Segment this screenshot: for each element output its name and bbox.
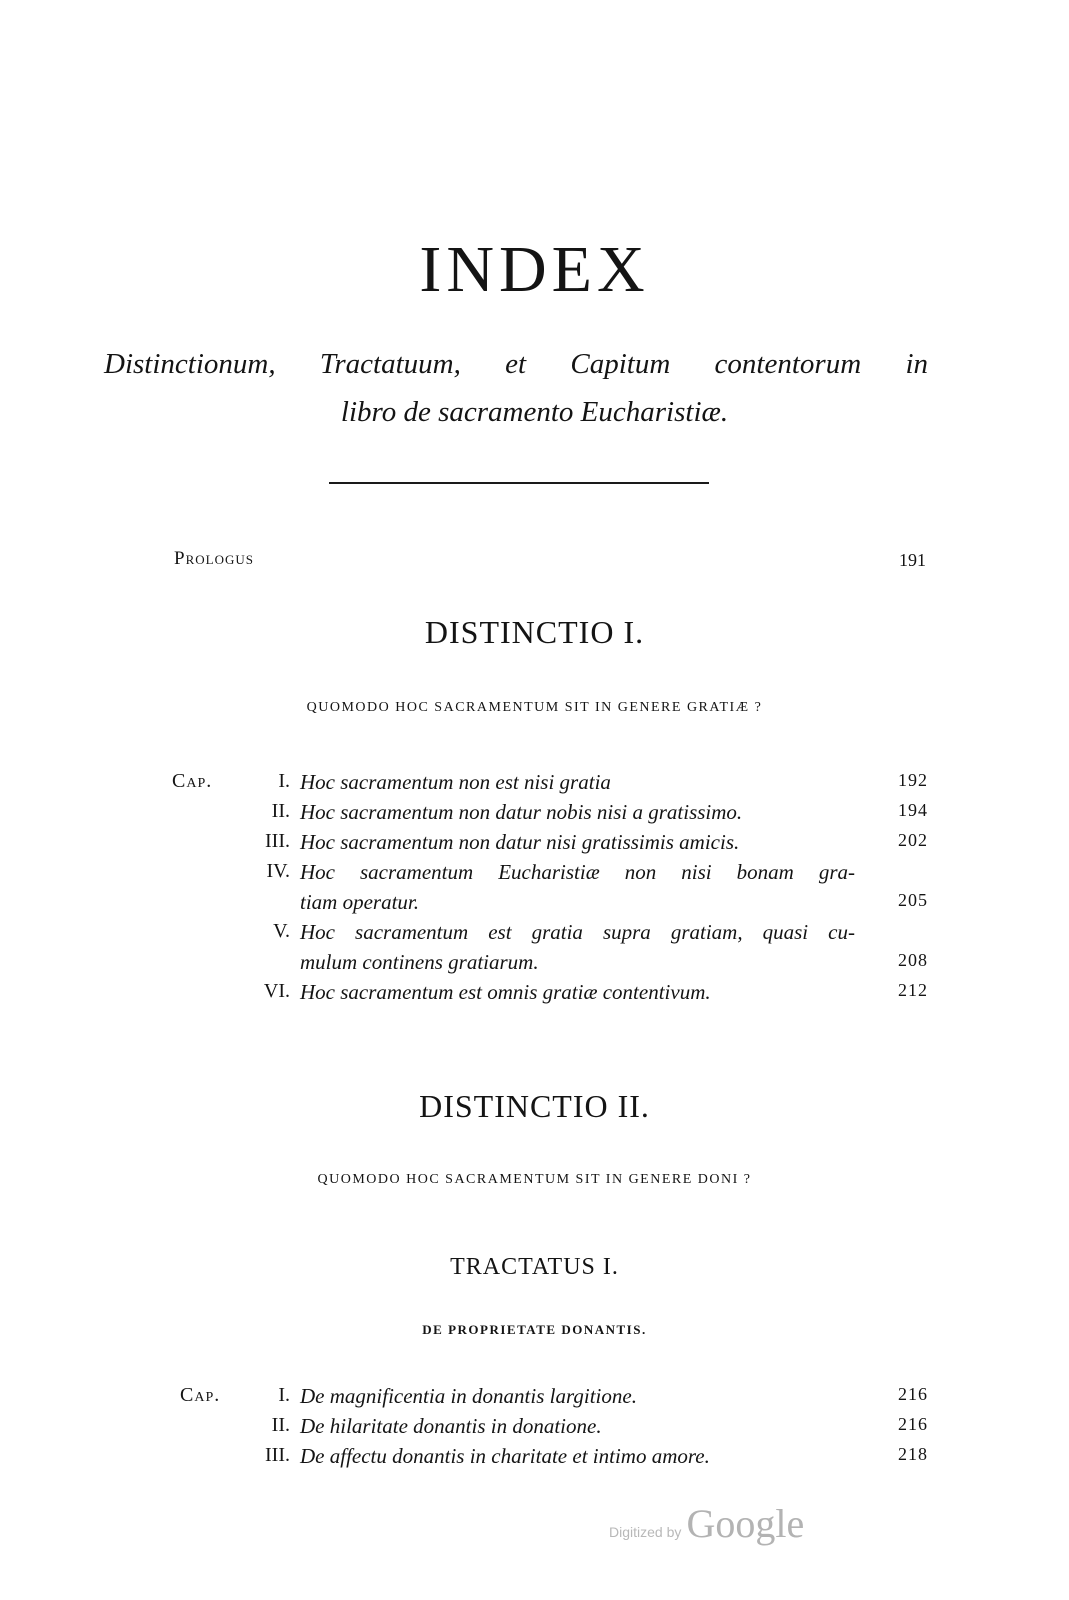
prologue-page-number: 191 xyxy=(899,550,926,570)
chapter-number: IV. xyxy=(266,860,290,882)
list-item xyxy=(240,860,928,890)
list-item-continuation xyxy=(240,890,928,920)
page-title: INDEX xyxy=(419,233,650,306)
chapter-title: Hoc sacramentum est gratia supra gratiam, quasi cu- xyxy=(300,920,855,944)
chapter-page-number: 216 xyxy=(898,1384,928,1404)
chapter-number: II. xyxy=(271,1414,290,1436)
chapter-number: I. xyxy=(278,770,290,792)
chapter-page-number: 205 xyxy=(898,890,928,910)
list-item xyxy=(240,1414,928,1444)
list-item xyxy=(240,830,928,860)
chapter-number: II. xyxy=(271,800,290,822)
chapter-number: V. xyxy=(273,920,290,942)
chapter-title: Hoc sacramentum non datur nisi gratissimis amicis. xyxy=(300,830,740,854)
chapter-title: De hilaritate donantis in donatione. xyxy=(300,1414,602,1438)
digitized-watermark xyxy=(609,1500,804,1550)
distinctio-1-heading: DISTINCTIO I. xyxy=(424,614,645,650)
list-item xyxy=(240,920,928,950)
list-item xyxy=(240,800,928,830)
chapter-page-number: 194 xyxy=(898,800,928,820)
chapter-title-continuation: tiam operatur. xyxy=(300,890,420,914)
subtitle-line-1: Distinctionum, Tractatuum, et Capitum contentorum in xyxy=(104,348,928,380)
distinctio-2-question: QUOMODO HOC SACRAMENTUM SIT IN GENERE DONI ? xyxy=(317,1172,752,1187)
title-divider-rule xyxy=(329,482,709,484)
chapter-number: III. xyxy=(265,1444,290,1466)
subtitle-line-2: libro de sacramento Eucharistiæ. xyxy=(340,396,729,428)
prologue-label: Prologus xyxy=(174,548,254,569)
chapter-title: De affectu donantis in charitate et intimo amore. xyxy=(300,1444,710,1468)
list-item xyxy=(240,980,928,1010)
watermark-prefix: Digitized by xyxy=(609,1524,682,1540)
chapter-title: Hoc sacramentum est omnis gratiæ contentivum. xyxy=(300,980,711,1004)
chapter-page-number: 218 xyxy=(898,1444,928,1464)
google-logo: Google xyxy=(686,1501,805,1546)
list-item xyxy=(240,770,928,800)
chapter-page-number: 208 xyxy=(898,950,928,970)
tractatus-1-cap-label: Cap. xyxy=(180,1384,221,1406)
distinctio-1-question: QUOMODO HOC SACRAMENTUM SIT IN GENERE GRATIÆ ? xyxy=(306,700,763,715)
chapter-page-number: 202 xyxy=(898,830,928,850)
distinctio-2-heading: DISTINCTIO II. xyxy=(419,1088,650,1124)
chapter-title: Hoc sacramentum non datur nobis nisi a gratissimo. xyxy=(300,800,743,824)
list-item-continuation xyxy=(240,950,928,980)
chapter-title: Hoc sacramentum non est nisi gratia xyxy=(300,770,611,794)
chapter-page-number: 216 xyxy=(898,1414,928,1434)
chapter-page-number: 212 xyxy=(898,980,928,1000)
tractatus-1-subheading: DE PROPRIETATE DONANTIS. xyxy=(422,1322,647,1337)
chapter-number: VI. xyxy=(263,980,290,1002)
chapter-page-number: 192 xyxy=(898,770,928,790)
tractatus-1-heading: TRACTATUS I. xyxy=(450,1254,619,1280)
chapter-title-continuation: mulum continens gratiarum. xyxy=(300,950,539,974)
list-item xyxy=(240,1444,928,1474)
chapter-title: Hoc sacramentum Eucharistiæ non nisi bonam gra- xyxy=(300,860,855,884)
list-item xyxy=(240,1384,928,1414)
chapter-title: De magnificentia in donantis largitione. xyxy=(300,1384,637,1408)
chapter-number: III. xyxy=(265,830,290,852)
chapter-number: I. xyxy=(278,1384,290,1406)
distinctio-1-cap-label: Cap. xyxy=(172,770,213,792)
